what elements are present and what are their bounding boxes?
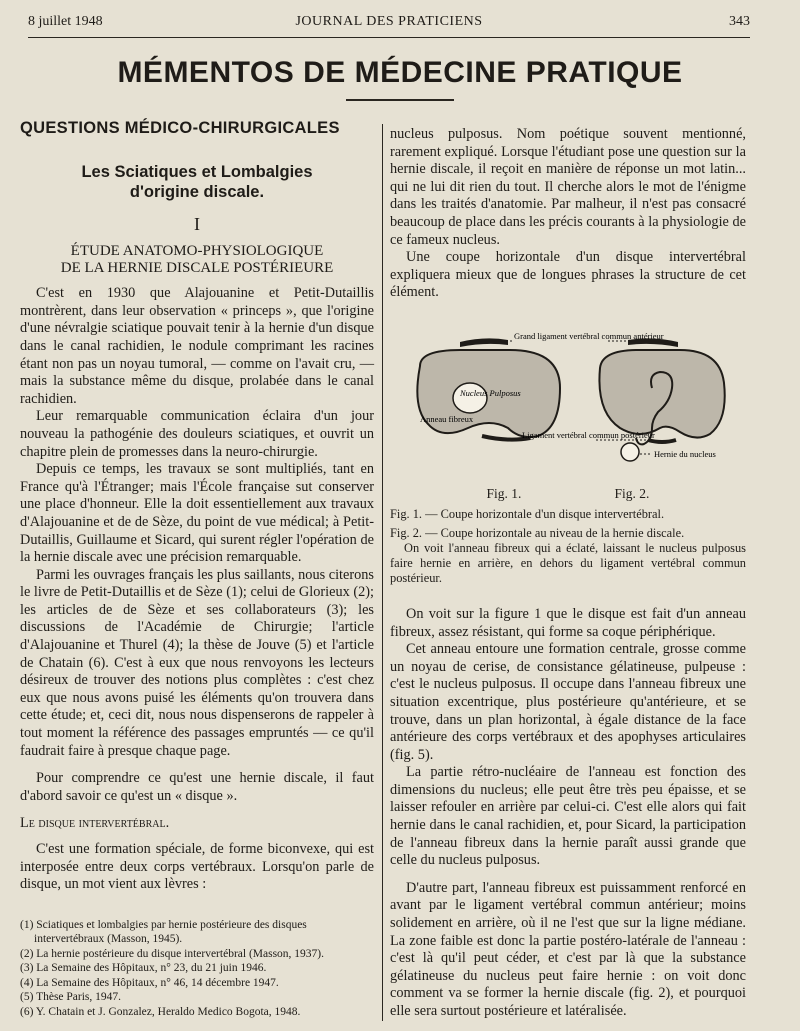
paragraph: Pour comprendre ce qu'est une hernie discale, il faut d'abord savoir ce qu'est un « disque ». xyxy=(20,770,374,804)
footnote: (1) Sciatiques et lombalgies par hernie postérieure des disques intervertébraux (Masson, 1945). xyxy=(20,918,307,946)
paragraph: On voit sur la figure 1 que le disque est fait d'un anneau fibreux, assez résistant, qui forme sa coque périphérique. xyxy=(390,605,746,640)
caption-fig1: Fig. 1. — Coupe horizontale d'un disque intervertébral. xyxy=(390,506,665,521)
issue-date: 8 juillet 1948 xyxy=(28,14,103,29)
fig2-label: Fig. 2. xyxy=(614,485,650,501)
label-anneau: Anneau fibreux xyxy=(420,413,474,424)
label-hernie: Hernie du nucleus xyxy=(654,448,716,459)
disc-illustration xyxy=(390,328,746,492)
title-underline xyxy=(346,99,454,101)
paragraph: nucleus pulposus. Nom poétique souvent mentionné, rarement expliqué. Lorsque l'étudiant pose une question sur la hernie discale, il reçoit en manière de réponse un mot latin... qui ne lui dit rien du tout. Il cherche alors le mot de l'énigme dans les traités d'anatomie. Par malheur, il n'est pas consacré beaucoup de place dans les précis courants à la physiologie de ce fameux nucleus. xyxy=(390,126,746,248)
paragraph: La partie rétro-nucléaire de l'anneau est fonction des dimensions du nucleus; elle peut être très peu épaisse, et se laisser refouler en arrière par celui-ci. C'est elle alors qui fait hernie dans le canal rachidien, et, pour Sicard, la participation de l'anneau fibreux dans la hernie paraît aussi grande que celle du nucleus pulposus. xyxy=(390,764,746,869)
caption-fig2: Fig. 2. — Coupe horizontale au niveau de la hernie discale. xyxy=(390,525,685,540)
footnote: (3) La Semaine des Hôpitaux, n° 23, du 21 juin 1946. xyxy=(20,962,267,975)
footnote: (5) Thèse Paris, 1947. xyxy=(20,991,122,1004)
footnote: (4) La Semaine des Hôpitaux, n° 46, 14 décembre 1947. xyxy=(20,976,279,989)
article-title xyxy=(20,162,374,202)
hernia-nucleus xyxy=(621,443,639,461)
paragraph: C'est une formation spéciale, de forme biconvexe, qui est interposée entre deux corps vertébraux. Lorsqu'on parle de disque, un mot vient aux lèvres : xyxy=(20,841,374,893)
paragraph: Une coupe horizontale d'un disque intervertébral expliquera mieux que de longues phrases la structure de cet élément. xyxy=(390,249,746,301)
paragraph: C'est en 1930 que Alajouanine et Petit-Dutaillis montrèrent, dans leur observation « princeps », que l'origine d'une névralgie sciatique pouvait tenir à la hernie d'un disque dans le canal rachidien, le nodule comprimant les racines étant non pas un noyau tumoral, — comme on l'avait cru, — mais la substance même du disque, prolabée dans le canal rachidien. xyxy=(20,285,374,407)
page-number: 343 xyxy=(729,14,750,29)
part-numeral: I xyxy=(194,213,200,234)
main-title: MÉMENTOS DE MÉDECINE PRATIQUE xyxy=(117,56,683,89)
anterior-ligament-mark xyxy=(460,338,508,347)
paragraph: Depuis ce temps, les travaux se sont multipliés, tant en France qu'à l'Étranger; mais l'École française sut conserver une place d'honneur. Elle la doit essentiellement aux travaux d'Alajouanine et de de Sèze, du point de vue médical; à Petit-Dutaillis, Guillaume et Sicard, qui surent régler l'opération de la hernie discale avec une précision remarquable. xyxy=(20,461,374,566)
fig1-label: Fig. 1. xyxy=(486,485,522,501)
disc-fig2 xyxy=(599,350,724,438)
label-grand-ligament: Grand ligament vertébral commun antérieur xyxy=(514,330,664,341)
figure xyxy=(390,328,746,492)
article-title-line2: d'origine discale. xyxy=(129,182,265,201)
part-heading xyxy=(20,243,374,277)
caption-fig2-detail: On voit l'anneau fibreux qui a éclaté, laissant le nucleus pulposus faire hernie en arrière, en dehors du ligament vertébral commun postérieur. xyxy=(390,540,746,585)
header-rule xyxy=(28,37,750,38)
paragraph: Parmi les ouvrages français les plus saillants, nous citerons le livre de Petit-Dutaillis et de Sèze (1); celui de Glorieux (2); les articles de de Sèze et ses collaborateurs (3); les discussions de l'Académie de Chirurgie; l'article d'Alajouanine et Thurel (4); la thèse de Jouve (5) et l'article de Chatain (6). C'est à eux que nous renvoyons les lecteurs désireux de trouver des notions plus complètes : c'est chez eux que nous avons puisé les éléments qu'on trouvera dans cette étude; et, ceci dit, nous nous dispenserons de rappeler à tout moment la référence des passages empruntés — ce qu'il faudrait faire à presque chaque page. xyxy=(20,566,374,759)
footnote: (2) La hernie postérieure du disque intervertébral (Masson, 1937). xyxy=(20,947,325,960)
column-divider xyxy=(382,124,383,1021)
paragraph: Cet anneau entoure une formation centrale, grosse comme un noyau de cerise, de consistance gélatineuse, pulpeuse : c'est le nucleus pulposus. Il occupe dans l'anneau fibreux une situation excentrique, plus postérieure qu'antérieure, et se trouve, dans un plan horizontal, à égale distance de la face antérieure des corps vertébraux et des apophyses articulaires (fig. 5). xyxy=(390,641,746,763)
part-heading-line1: ÉTUDE ANATOMO-PHYSIOLOGIQUE xyxy=(70,243,324,260)
article-title-line1: Les Sciatiques et Lombalgies xyxy=(81,162,313,181)
figure-captions xyxy=(390,486,746,586)
running-header xyxy=(28,14,750,34)
paragraph: D'autre part, l'anneau fibreux est puissamment renforcé en avant par le ligament vertébral commun antérieur; moins solidement en arrière, où il ne l'est que sur la ligne médiane. La zone faible est donc la partie postéro-latérale de l'anneau : c'est là qu'il peut céder, et c'est par là que la substance gélatineuse du nucleus peut faire hernie : on voit donc comment va se former la hernie discale (fig. 2), et pourquoi elle sera surtout postérieure et latéralisée. xyxy=(390,879,746,1019)
label-ligament-posterieur: Ligament vertébral commun postérieur xyxy=(522,429,655,440)
right-column xyxy=(390,126,746,1021)
subheading: Le disque intervertébral. xyxy=(20,815,170,832)
footnote: (6) Y. Chatain et J. Gonzalez, Heraldo Medico Bogota, 1948. xyxy=(20,1005,301,1018)
journal-name: JOURNAL DES PRATICIENS xyxy=(295,14,483,29)
part-heading-line2: DE LA HERNIE DISCALE POSTÉRIEURE xyxy=(60,260,334,277)
left-column xyxy=(20,120,374,1019)
posterior-ligament-mark xyxy=(648,440,676,442)
paragraph: Leur remarquable communication éclaira d'un jour nouveau la pathogénie des douleurs sciatiques, et ouvrit un chapitre plein de promesses dans la neuro-chirurgie. xyxy=(20,408,374,460)
footnotes xyxy=(20,918,374,1020)
label-nucleus: Nucleus Pulposus xyxy=(460,387,521,398)
section-heading: QUESTIONS MÉDICO-CHIRURGICALES xyxy=(20,119,340,137)
